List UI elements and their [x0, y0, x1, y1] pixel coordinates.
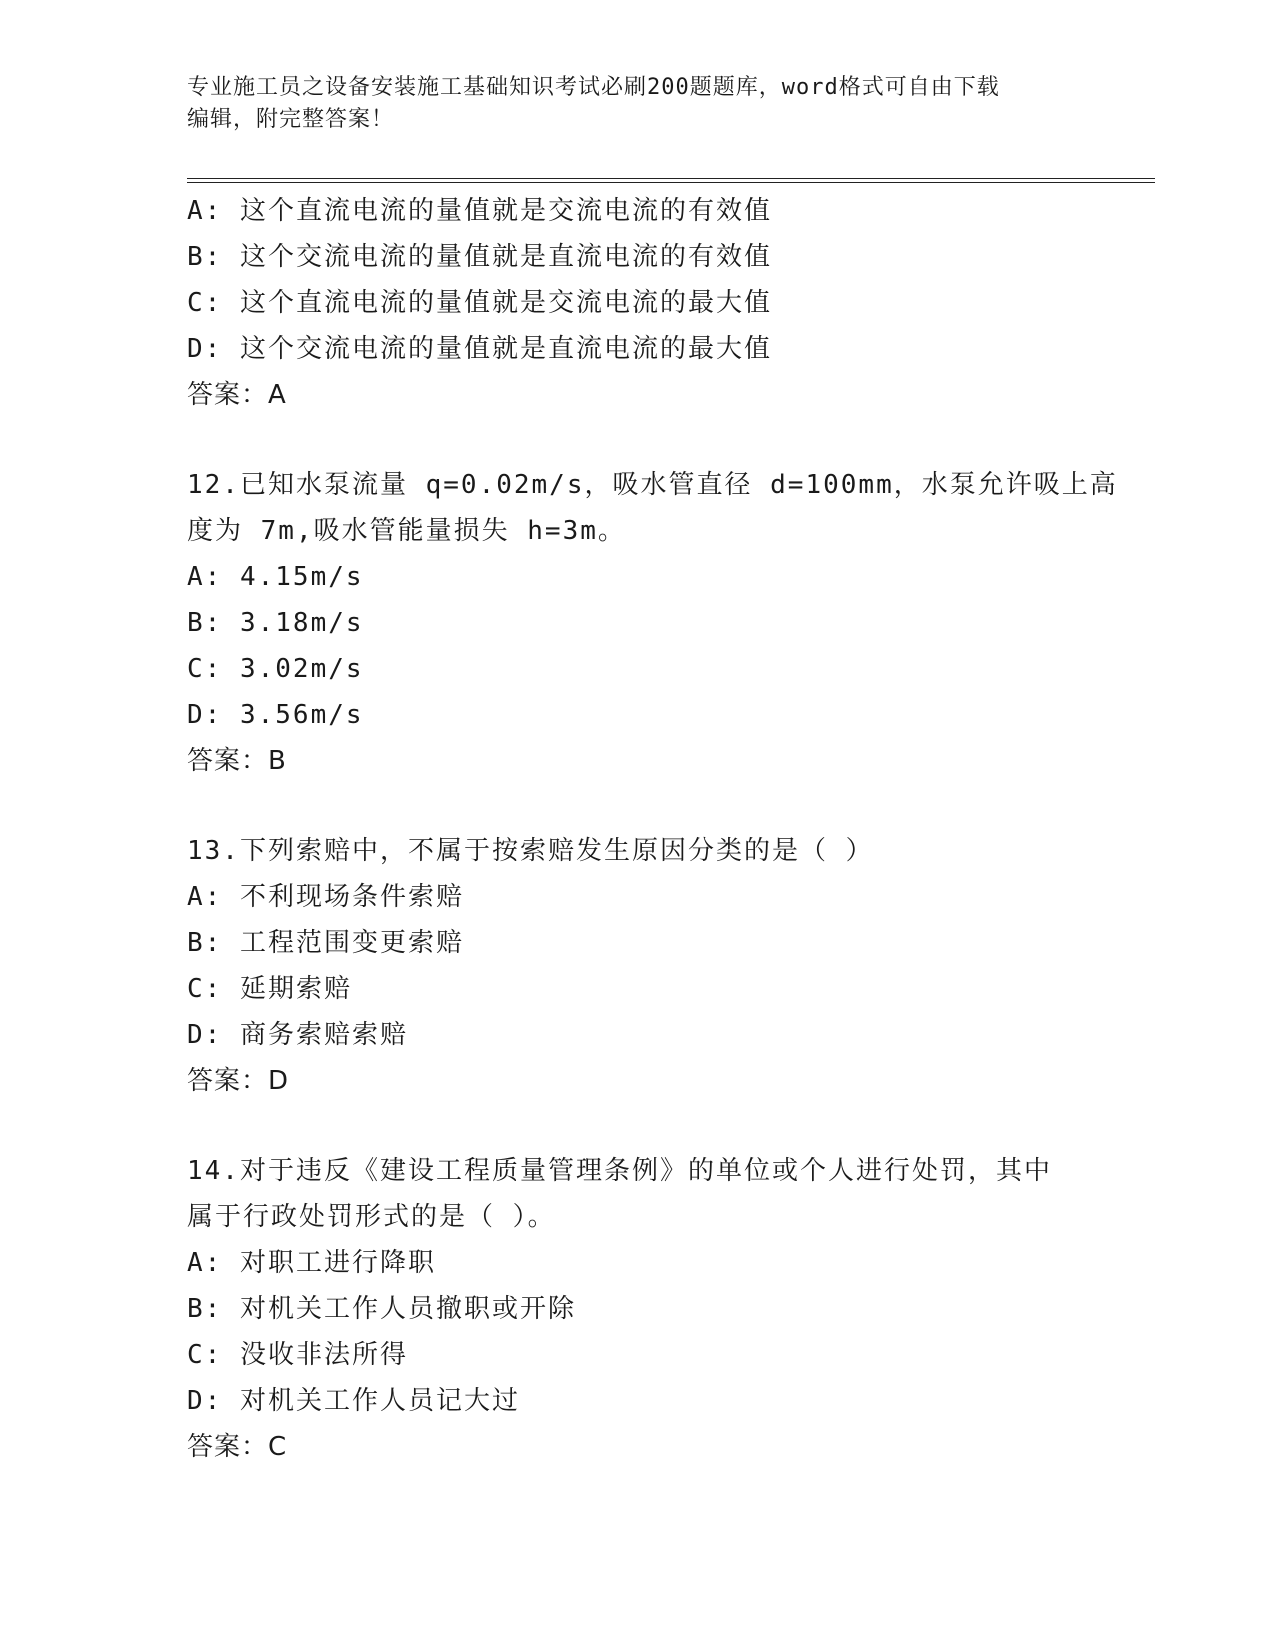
document-header: [187, 72, 1067, 136]
option-c: C: 没收非法所得: [187, 1340, 408, 1370]
header-title-line2: 编辑，附完整答案！: [187, 107, 395, 132]
spacer: [187, 418, 1087, 462]
option-c: C: 3.02m/s: [187, 654, 364, 684]
question-list: [187, 188, 1118, 1470]
answer-line: 答案：D: [187, 1066, 290, 1096]
option-b: B: 3.18m/s: [187, 608, 364, 638]
option-a: A: 对职工进行降职: [187, 1248, 436, 1278]
option-d: D: 对机关工作人员记大过: [187, 1386, 520, 1416]
question-11: [187, 188, 1087, 418]
option-d: D: 3.56m/s: [187, 700, 364, 730]
question-13: [187, 828, 1087, 1104]
answer-line: 答案：B: [187, 746, 287, 776]
option-a: A: 4.15m/s: [187, 562, 364, 592]
spacer: [187, 784, 1087, 828]
option-b: B: 这个交流电流的量值就是直流电流的有效值: [187, 242, 772, 272]
option-a: A: 不利现场条件索赔: [187, 882, 464, 912]
option-c: C: 这个直流电流的量值就是交流电流的最大值: [187, 288, 772, 318]
option-c: C: 延期索赔: [187, 974, 352, 1004]
question-12: [187, 462, 1118, 784]
question-stem-line1: 14.对于违反《建设工程质量管理条例》的单位或个人进行处罚，其中: [187, 1156, 1052, 1186]
option-d: D: 这个交流电流的量值就是直流电流的最大值: [187, 334, 772, 364]
question-14: [187, 1148, 1087, 1470]
option-b: B: 对机关工作人员撤职或开除: [187, 1294, 576, 1324]
question-stem-line1: 12.已知水泵流量 q=0.02m/s，吸水管直径 d=100mm，水泵允许吸上高: [187, 470, 1118, 500]
header-title-line1: 专业施工员之设备安装施工基础知识考试必刷200题题库，word格式可自由下载: [187, 75, 1000, 100]
spacer: [187, 1104, 1087, 1148]
answer-line: 答案：C: [187, 1432, 288, 1462]
header-divider-top: [187, 178, 1155, 179]
option-a: A: 这个直流电流的量值就是交流电流的有效值: [187, 196, 772, 226]
option-b: B: 工程范围变更索赔: [187, 928, 464, 958]
question-stem-line2: 属于行政处罚形式的是（ ）。: [187, 1202, 556, 1232]
question-stem-line1: 13.下列索赔中，不属于按索赔发生原因分类的是（ ）: [187, 836, 874, 866]
answer-line: 答案：A: [187, 380, 287, 410]
header-divider-bottom: [187, 182, 1155, 183]
option-d: D: 商务索赔索赔: [187, 1020, 408, 1050]
question-stem-line2: 度为 7m,吸水管能量损失 h=3m。: [187, 516, 626, 546]
